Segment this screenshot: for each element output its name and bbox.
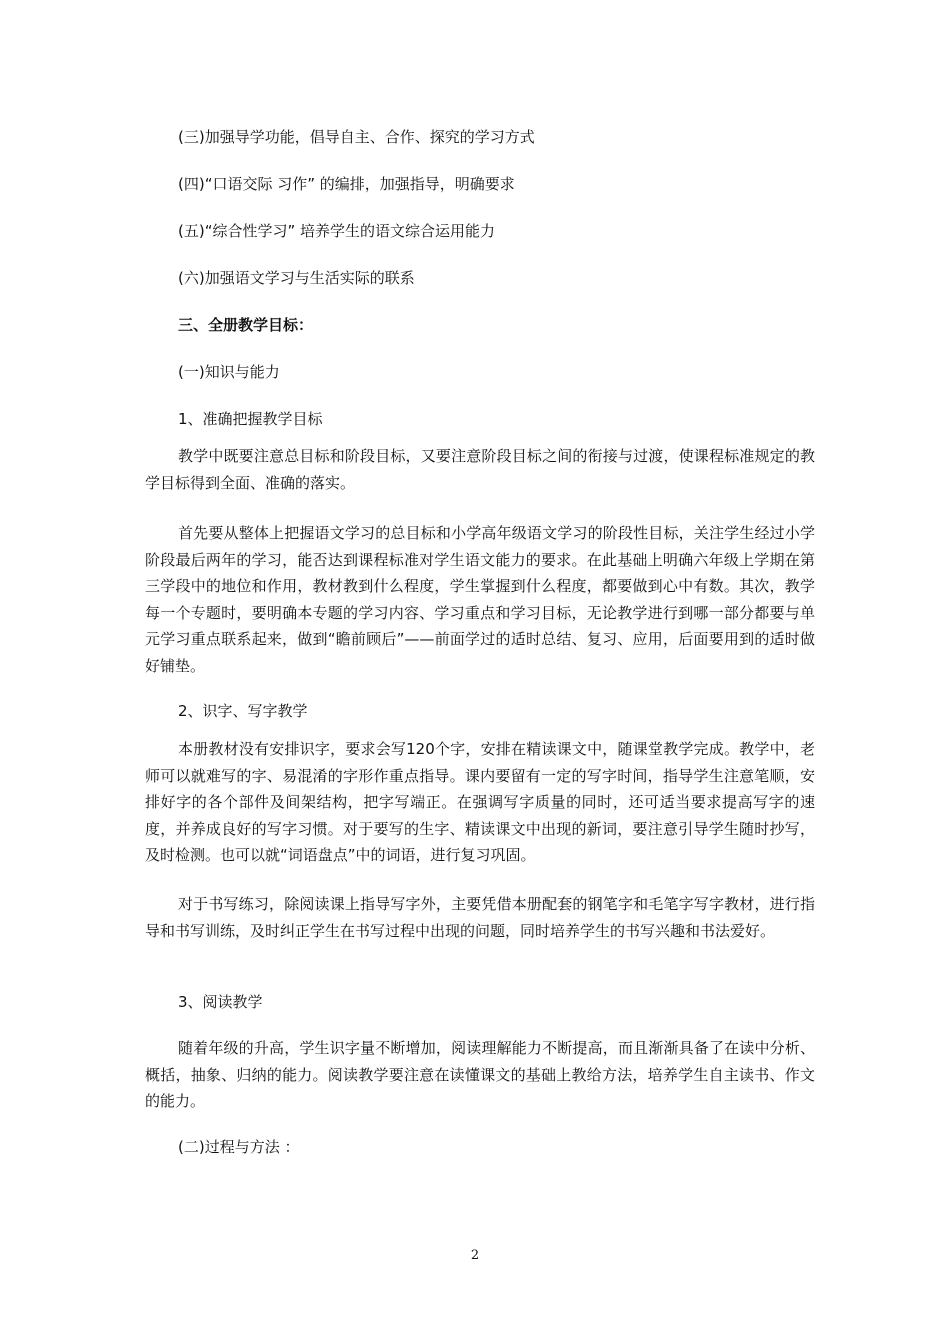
- paragraph-3: 本册教材没有安排识字，要求会写120个字，安排在精读课文中，随课堂教学完成。教学中，老师可以就难写的字、易混淆的字形作重点指导。课内要留有一定的写字时间，指导学生注意笔顺，安排好字的各个部件及间架结构，把字写端正。在强调写字质量的同时，还可适当要求提高写字的速度，并养成良好的写字习惯。对于要写的生字、精读课文中出现的新词，要注意引导学生随时抄写，及时检测。也可以就“词语盘点”中的词语，进行复习巩固。: [145, 740, 815, 864]
- item-heading-2: 2、识字、写字教学: [178, 702, 308, 720]
- item-heading-1: 1、准确把握教学目标: [178, 410, 323, 428]
- subheading-knowledge-ability: (一)知识与能力: [178, 363, 280, 381]
- paragraph-2: 首先要从整体上把握语文学习的总目标和小学高年级语文学习的阶段性目标，关注学生经过小学阶段最后两年的学习，能否达到课程标准对学生语文能力的要求。在此基础上明确六年级上学期在第三学段中的地位和作用，教材教到什么程度，学生掌握到什么程度，都要做到心中有数。其次，教学每一个专题时，要明确本专题的学习内容、学习重点和学习目标，无论教学进行到哪一部分都要与单元学习重点联系起来，做到“瞻前顾后”——前面学过的适时总结、复习、应用，后面要用到的适时做好铺垫。: [145, 524, 815, 675]
- subheading-process-method: (二)过程与方法 ：: [178, 1138, 300, 1156]
- paragraph-4: 对于书写练习，除阅读课上指导写字外，主要凭借本册配套的钢笔字和毛笔字写字教材，进行指导和书写训练，及时纠正学生在书写过程中出现的问题，同时培养学生的书写兴趣和书法爱好。: [145, 895, 815, 940]
- item-heading-3: 3、阅读教学: [178, 993, 263, 1011]
- paragraph-1: 教学中既要注意总目标和阶段目标，又要注意阶段目标之间的衔接与过渡，使课程标准规定的教学目标得到全面、准确的落实。: [145, 447, 815, 492]
- paragraph-5: 随着年级的升高，学生识字量不断增加，阅读理解能力不断提高，而且渐渐具备了在读中分析、概括，抽象、归纳的能力。阅读教学要注意在读懂课文的基础上教给方法，培养学生自主读书、作文的能力。: [145, 1039, 815, 1110]
- heading-wu: (五)“综合性学习” 培养学生的语文综合运用能力: [178, 222, 496, 240]
- heading-si: (四)“口语交际 习作” 的编排，加强指导，明确要求: [178, 175, 515, 193]
- heading-san: (三)加强导学功能，倡导自主、合作、探究的学习方式: [178, 128, 535, 146]
- heading-liu: (六)加强语文学习与生活实际的联系: [178, 269, 415, 287]
- page-number: 2: [470, 1248, 480, 1263]
- section-heading-teaching-goals: 三、全册教学目标：: [178, 316, 314, 334]
